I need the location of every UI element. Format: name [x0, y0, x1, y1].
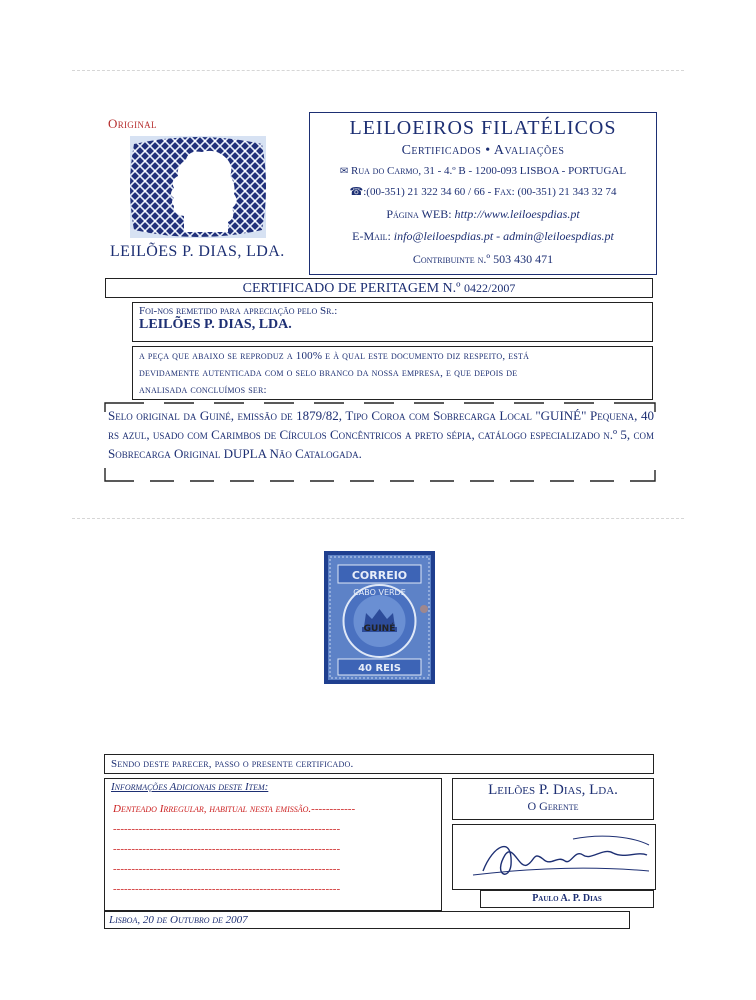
- sender-label: Foi-nos remetido para apreciação pelo Sr.:: [139, 305, 338, 317]
- header-phone: [310, 185, 656, 198]
- date-box: [104, 911, 630, 929]
- certificate-title: [106, 279, 652, 298]
- stamp-image: [324, 551, 435, 684]
- item-description-frame: [104, 402, 656, 482]
- statement-line: a peça que abaixo se reproduz a 100% e à qual este documento diz respeito, está: [139, 350, 530, 362]
- signature-role: O Gerente: [527, 799, 579, 813]
- envelope-icon: ✉: [339, 166, 349, 177]
- additional-info-box: [104, 778, 442, 911]
- header-contact-box: [309, 112, 657, 275]
- company-name-left: LEILÕES P. DIAS, LDA.: [110, 243, 285, 260]
- item-description: Selo original da Guiné, emissão de 1879/82, Tipo Coroa com Sobrecarga Local "GUINÉ" Pequena, 40 rs azul, usado com Carimbos de Círculos Concêntricos a preto sépia, catálogo especializado n.º 5, com Sobrecarga Original DUPLA Não Catalogada.: [108, 408, 654, 461]
- header-title: LEILOEIROS FILATÉLICOS: [349, 117, 617, 139]
- web-label: Página WEB:: [386, 207, 452, 221]
- sender-box: [132, 302, 653, 342]
- info-line: --------------------------------------------------------------: [113, 863, 341, 875]
- stamp-arc-text: CABO VERDE: [353, 588, 406, 597]
- statement-box: [132, 346, 653, 400]
- stamp-overprint: GUINÉ: [363, 624, 396, 634]
- company-logo: [130, 136, 266, 238]
- middle-divider: [72, 518, 684, 519]
- sender-name: LEILÕES P. DIAS, LDA.: [139, 317, 292, 332]
- statement-line: analisada concluímos ser:: [139, 384, 267, 396]
- header-email: [310, 229, 656, 244]
- header-web: [310, 207, 656, 222]
- statement-line: devidamente autenticada com o selo branco da nossa empresa, e que depois de: [139, 367, 518, 379]
- signature-company: Leilões P. Dias, Lda.: [488, 782, 618, 798]
- top-divider: [72, 70, 684, 71]
- header-nif: [310, 252, 656, 267]
- address-text: Rua do Carmo, 31 - 4.º B - 1200-093 LISBOA - PORTUGAL: [351, 165, 627, 177]
- conclusion-text: Sendo deste parecer, passo o presente certificado.: [111, 758, 354, 770]
- info-line: --------------------------------------------------------------: [113, 843, 341, 855]
- web-link[interactable]: http://www.leiloespdias.pt: [454, 207, 580, 221]
- additional-info-title: Informações Adicionais deste Item:: [111, 781, 269, 793]
- signer-name: Paulo A. P. Dias: [532, 893, 602, 904]
- nif-label: Contribuinte n.º: [412, 252, 491, 266]
- handwritten-signature: [453, 825, 653, 887]
- info-line: Denteado Irregular, habitual nesta emissão.------------: [113, 803, 356, 815]
- certificate-title-box: [105, 278, 653, 298]
- certificate-number: 0422/2007: [463, 281, 516, 295]
- signature-area: [452, 824, 656, 890]
- email-link[interactable]: info@leiloespdias.pt - admin@leiloespdias.pt: [393, 229, 614, 243]
- conclusion-box: [104, 754, 654, 774]
- date-line: Lisboa, 20 de Outubro de 2007: [109, 914, 248, 926]
- header-subtitle: Certificados • Avaliações: [401, 143, 565, 158]
- stamp-top-text: CORREIO: [351, 569, 408, 582]
- info-line: --------------------------------------------------------------: [113, 823, 341, 835]
- info-line: --------------------------------------------------------------: [113, 883, 341, 895]
- header-address: [310, 165, 656, 177]
- nif-value: 503 430 471: [493, 252, 554, 266]
- certificate-title-text: CERTIFICADO DE PERITAGEM N.º: [242, 281, 461, 296]
- telephone-icon: ☎: [349, 186, 364, 198]
- stamp-value-text: 40 REIS: [358, 663, 401, 674]
- phone-text: :(00-351) 21 322 34 60 / 66 - Fax: (00-351) 21 343 32 74: [363, 186, 617, 198]
- email-label: E-Mail:: [352, 229, 391, 243]
- signature-company-box: [452, 778, 654, 820]
- original-label: Original: [108, 116, 157, 131]
- signer-caption-box: [480, 890, 654, 908]
